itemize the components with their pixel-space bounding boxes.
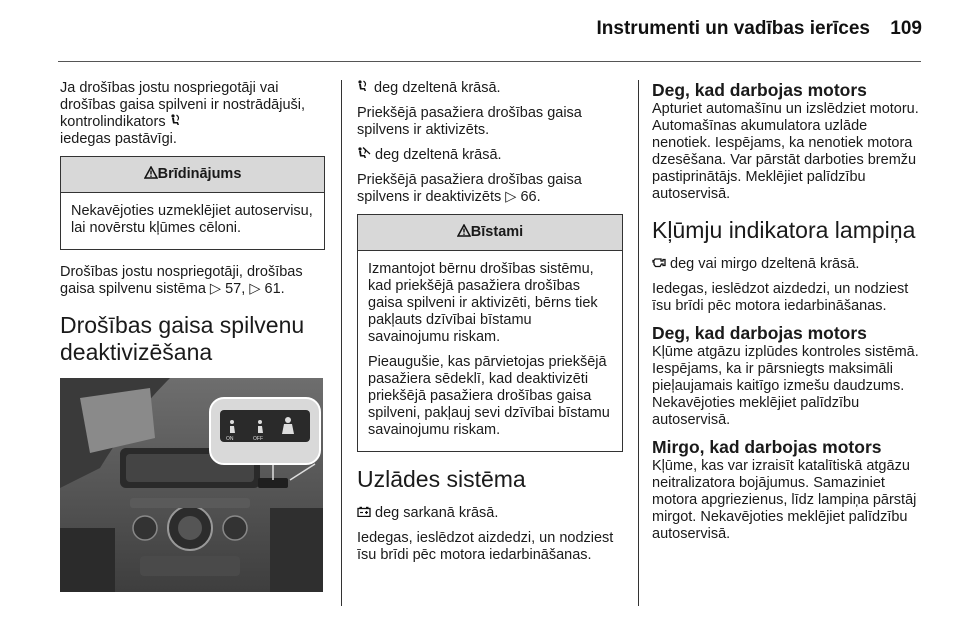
section-heading: Uzlādes sistēma xyxy=(357,466,526,492)
column-1 xyxy=(60,80,325,592)
subheading: Deg, kad darbojas motors xyxy=(652,80,867,100)
dashboard-photo xyxy=(60,378,323,592)
section-heading: Kļūmju indikatora lampiņa xyxy=(652,217,916,243)
warning-text: Nekavējoties uzmeklējiet autoservisu, lai novērstu kļūmes cēloni. xyxy=(71,203,313,236)
danger-text: Pieaugušie, kas pārvietojas priekšējā pasažiera sēdeklī, kad deaktivizēti priekšējā pasažiera drošības gaisa spilveni, pakļauj sevi dzīvībai bīstamu savainojumu riskam. xyxy=(368,354,610,438)
column-divider xyxy=(341,80,342,606)
warning-title: Brīdinājums xyxy=(157,166,242,182)
text: Priekšējā pasažiera drošības gaisa spilvens ir deaktivizēts xyxy=(357,172,582,205)
subheading: Deg, kad darbojas motors xyxy=(652,323,867,343)
danger-title: Bīstami xyxy=(470,224,524,240)
subheading: Mirgo, kad darbojas motors xyxy=(652,437,882,457)
paragraph xyxy=(60,264,325,298)
paragraph xyxy=(357,147,623,164)
page-reference[interactable]: 66. xyxy=(520,189,541,205)
page-reference[interactable]: 61. xyxy=(264,281,285,297)
text: Ja drošības jostu nospriegotāji vai drošības gaisa spilveni ir nostrādājuši, kontrolindikators xyxy=(60,80,306,130)
paragraph: Kļūme atgāzu izplūdes kontroles sistēmā. Iespējams, ka ir pārsniegts maksimāli pieļaujamais kaitīgo izmešu daudzums. Nekavējoties meklējiet palīdzību autoservisā. xyxy=(652,344,919,428)
danger-box xyxy=(357,214,623,452)
paragraph: Kļūme, kas var izraisīt katalītiskā atgāzu neitralizatora bojājumus. Samaziniet motora apgriezienus, līdz lampiņa pārstāj mirgot. Nekavējoties meklējiet palīdzību autoservisā. xyxy=(652,458,917,542)
text: deg dzeltenā krāsā. xyxy=(375,147,502,163)
column-divider xyxy=(638,80,639,606)
reference-arrow-icon: ▷ xyxy=(209,281,222,297)
airbag-on-label: ON xyxy=(226,436,234,442)
danger-text: Izmantojot bērnu drošības sistēmu, kad priekšējā pasažiera drošības gaisa spilveni ir aktivizēti, bērns tiek pakļauts dzīvībai bīstamu savainojumu riskam. xyxy=(368,261,598,345)
reference-arrow-icon: ▷ xyxy=(505,189,517,205)
text: iedegas pastāvīgi. xyxy=(60,131,177,147)
paragraph xyxy=(60,80,325,148)
danger-box-title xyxy=(358,215,622,251)
warning-triangle-icon xyxy=(457,224,471,240)
page-number: 109 xyxy=(890,18,922,39)
airbag-indicator-icon xyxy=(170,114,181,131)
airbag-off-label: OFF xyxy=(253,436,263,442)
paragraph: Iedegas, ieslēdzot aizdedzi, un nodziest īsu brīdi pēc motora iedarbināšanas. xyxy=(357,530,614,563)
section-heading: Drošības gaisa spilvenu deaktivizēšana xyxy=(60,312,305,365)
paragraph xyxy=(652,256,922,273)
header-rule xyxy=(58,61,921,62)
text: deg sarkanā krāsā. xyxy=(375,505,499,521)
airbag-on-icon xyxy=(357,80,370,97)
text: Drošības jostu nospriegotāji, drošības gaisa spilvenu sistēma xyxy=(60,264,303,297)
warning-box-body xyxy=(61,193,324,249)
text: deg vai mirgo dzeltenā krāsā. xyxy=(670,256,860,272)
engine-icon xyxy=(652,256,666,273)
column-3 xyxy=(652,80,922,551)
page-reference[interactable]: 57, xyxy=(225,281,246,297)
paragraph: Apturiet automašīnu un izslēdziet motoru. Automašīnas akumulatora uzlāde nenotiek. Iespējams, ka nenotiek motora dzesēšana. Var pārstāt darboties bremžu pastiprinātājs. Meklējiet palīdzību autoservisā. xyxy=(652,101,919,202)
battery-icon xyxy=(357,505,371,522)
warning-triangle-icon xyxy=(144,166,158,182)
reference-arrow-icon: ▷ xyxy=(249,281,261,297)
paragraph xyxy=(357,172,623,206)
danger-box-body xyxy=(358,251,622,451)
paragraph xyxy=(357,505,623,522)
text: deg dzeltenā krāsā. xyxy=(374,80,501,96)
paragraph: Priekšējā pasažiera drošības gaisa spilvens ir aktivizēts. xyxy=(357,105,582,138)
column-2 xyxy=(357,80,623,572)
paragraph: Iedegas, ieslēdzot aizdedzi, un nodziest īsu brīdi pēc motora iedarbināšanas. xyxy=(652,281,909,314)
warning-box xyxy=(60,156,325,250)
header-title: Instrumenti un vadības ierīces xyxy=(596,18,870,39)
warning-box-title xyxy=(61,157,324,193)
airbag-off-icon xyxy=(357,147,371,164)
paragraph xyxy=(357,80,623,97)
